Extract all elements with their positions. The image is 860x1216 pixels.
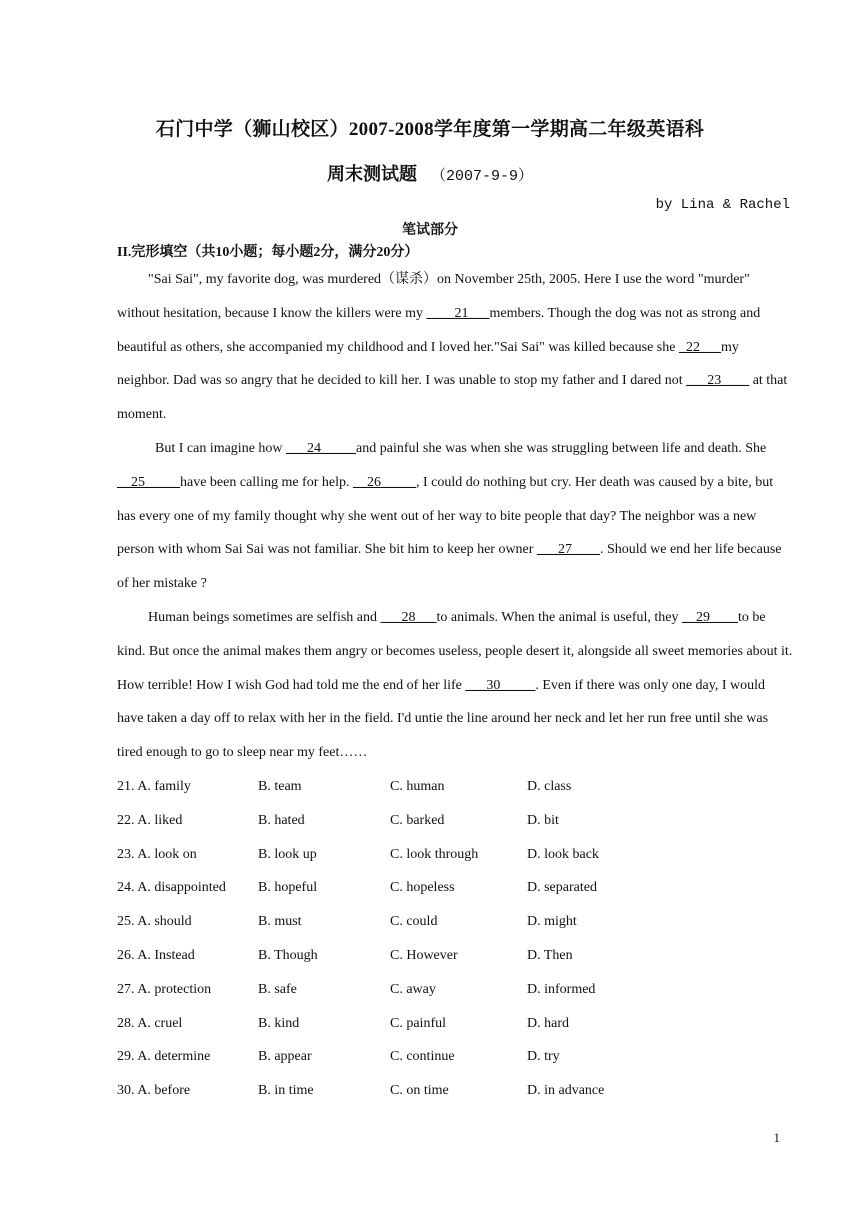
passage-text: . Even if there was only one day, I would have taken a day off to relax with her in the field. I'd untie the line around her neck and let her run free until she was tired enough to go to sleep near my feet……: [117, 677, 769, 761]
option-row-26: [117, 939, 717, 973]
blank-29: __29____: [681, 609, 738, 625]
option-a: 28. A. cruel: [117, 1015, 183, 1031]
blank-26: __26_____: [352, 474, 416, 490]
option-c: C. look through: [390, 846, 479, 862]
subtitle-text: 周末测试题: [326, 164, 417, 184]
option-d: D. informed: [527, 981, 596, 997]
option-d: D. Then: [527, 947, 573, 963]
section-title: 笔试部分: [402, 223, 458, 238]
option-d: D. look back: [527, 846, 599, 862]
option-c: C. painful: [390, 1015, 446, 1031]
option-c: C. could: [390, 914, 438, 930]
option-row-24: [117, 871, 717, 905]
option-d: D. hard: [527, 1015, 569, 1031]
document-title: 石门中学（狮山校区）2007-2008学年度第一学期高二年级英语科: [155, 119, 705, 140]
option-a: 27. A. protection: [117, 981, 212, 997]
passage-paragraph-2: [117, 432, 793, 601]
option-row-23: [117, 838, 717, 872]
option-a: 21. A. family: [117, 779, 191, 794]
passage-text: Human beings sometimes are selfish and: [148, 609, 381, 625]
option-d: D. separated: [527, 880, 597, 896]
option-a: 24. A. disappointed: [117, 880, 226, 896]
blank-28: ___28___: [380, 609, 437, 625]
passage-paragraph-1: [117, 263, 793, 432]
passage-text: to animals. When the animal is useful, they: [436, 609, 682, 625]
option-d: D. try: [527, 1049, 560, 1065]
passage-text: my neighbor. Dad was so angry that he decided to kill her. I was unable to stop my father and I dared not: [117, 339, 739, 389]
blank-21: ____21___: [426, 305, 490, 321]
page-number: 1: [773, 1130, 780, 1145]
passage-text: . Should we end her life because of her mistake ?: [117, 542, 782, 592]
option-row-28: [117, 1007, 717, 1041]
blank-22: _22___: [678, 339, 721, 355]
option-c: C. away: [390, 981, 436, 997]
option-b: B. look up: [258, 846, 317, 862]
option-c: C. continue: [390, 1049, 455, 1065]
option-b: B. must: [258, 914, 302, 930]
option-c: C. on time: [390, 1083, 449, 1099]
option-row-21: [117, 770, 717, 804]
option-c: C. barked: [390, 812, 445, 828]
option-d: D. class: [527, 779, 572, 794]
option-row-27: [117, 973, 717, 1007]
option-b: B. kind: [258, 1015, 300, 1031]
option-c: C. hopeless: [390, 880, 455, 896]
passage-paragraph-3: [117, 601, 793, 770]
part-title: II.完形填空（共10小题；每小题2分，满分20分）: [117, 245, 419, 260]
option-d: D. might: [527, 914, 577, 930]
blank-27: ___27____: [536, 542, 600, 558]
option-d: D. bit: [527, 812, 559, 828]
test-date: （2007-9-9）: [430, 168, 533, 185]
passage-text: "Sai Sai", my favorite dog, was murdered（谋杀）on November 25th, 2005. Here I use the word "murder" without hesitation, because I know the killers were my: [117, 272, 750, 321]
option-b: B. team: [258, 779, 302, 794]
option-a: 26. A. Instead: [117, 947, 195, 963]
author-byline: by Lina & Rachel: [655, 197, 790, 213]
passage-text: members. Though the dog was not as strong and beautiful as others, she accompanied my childhood and I loved her."Sai Sai" was killed because she: [117, 305, 761, 355]
option-b: B. hopeful: [258, 880, 318, 896]
blank-30: ___30_____: [465, 677, 536, 693]
option-b: B. safe: [258, 981, 297, 997]
option-a: 23. A. look on: [117, 846, 197, 862]
answer-options: [117, 770, 717, 1108]
blank-23: ___23____: [686, 373, 750, 389]
passage-text: have been calling me for help.: [180, 474, 353, 490]
option-b: B. Though: [258, 947, 318, 963]
option-b: B. appear: [258, 1049, 312, 1065]
passage-text: But I can imagine how: [155, 440, 287, 456]
option-a: 25. A. should: [117, 914, 192, 930]
option-row-29: [117, 1040, 717, 1074]
passage-text: to be kind. But once the animal makes them angry or becomes useless, people desert it, alongside all sweet memories about it. How terrible! How I wish God had told me the end of her life: [117, 609, 793, 693]
option-row-30: [117, 1074, 717, 1108]
passage-text: at that moment.: [117, 373, 788, 423]
option-row-25: [117, 905, 717, 939]
option-c: C. human: [390, 779, 445, 794]
option-b: B. in time: [258, 1083, 314, 1099]
option-a: 29. A. determine: [117, 1049, 211, 1065]
option-b: B. hated: [258, 812, 305, 828]
option-a: 22. A. liked: [117, 812, 183, 828]
passage-text: and painful she was when she was struggling between life and death. She: [356, 440, 767, 456]
blank-25: __25_____: [117, 474, 180, 490]
document-subtitle: [0, 160, 860, 186]
option-d: D. in advance: [527, 1083, 605, 1099]
option-row-22: [117, 804, 717, 838]
passage-text: , I could do nothing but cry. Her death was caused by a bite, but has every one of my family thought why she went out of her way to bite people that day? The neighbor was a new person with whom Sai Sai was not familiar. She bit him to keep her owner: [117, 474, 774, 558]
option-c: C. However: [390, 947, 458, 963]
blank-24: ___24_____: [286, 440, 357, 456]
cloze-passage: [117, 263, 793, 770]
option-a: 30. A. before: [117, 1083, 191, 1099]
